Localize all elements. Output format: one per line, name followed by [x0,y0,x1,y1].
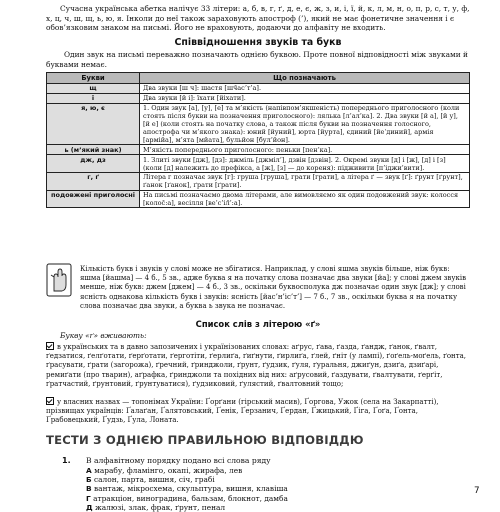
note-text: Кількість букв і звуків у слові може не збігатися. Наприклад, у слові яшма звуків більше, ніж букв: яшма [йашма] — 4 б., 5 зв., адже буква я на початку слова позначає два звуки [йа]; у слові джем звуків менше, ніж букв: джем [джем] — 4 б., 3 зв., оскільки буквосполука дж позначає один звук [дж]; у слові ясність однакова кількість букв і звуків: ясність [йас’н’іс’т’] — 7 б., 7 зв., оскільки буква я на початку слова позначає два звуки, а буква ь звука не позначає. [80,265,467,310]
list-item [46,342,470,389]
letters-table [46,72,470,208]
table-header-letters: Букви [47,73,140,84]
page-number: 7 [474,486,480,496]
table-row [47,103,470,145]
table-cell-desc: 1. Один звук [а], [у], [е] та м’якість (напівпом’якшеність) попереднього приголосного (коли стоять після букви на позначення приголосного): лялька [л’ал’ка]. 2. Два звуки [й а], [й у], [й е] (коли стоять на початку слова, а також після букви на позначення голосного, апострофа чи м’якого знака): юний [йуний], юрта [йурта], єдиний [йеˈдиний], армія [армійа], м’ята [мйата], бульйон [бул’йон]. [140,103,470,145]
answer-options [86,466,466,512]
option-text: марабу, фламінго, окапі, жирафа, лев [94,466,243,475]
option-text: салон, парта, вишня, січ, грабі [94,475,215,485]
section-title-letter-g: Список слів з літерою «ґ» [195,319,321,329]
question-text: В алфавітному порядку подано всі слова ряду [86,456,271,465]
table-cell-desc: 1. Злиті звуки [дж], [дз]: джміль [джмiл’], дзвін [дзвiн]. 2. Окремі звуки [д] і [ж], [д] і [з] (коли [д] належить до префікса, а [ж], [з] — до кореня): підживити [п’iджи’вити]. [140,155,470,173]
answer-option[interactable] [86,475,466,484]
option-text: жалюзі, злак, фрак, ґрунт, пенал [94,502,226,512]
table-cell-letter: подовжені приголосні [47,190,140,208]
option-letter: А [86,466,92,475]
table-cell-letter: г, ґ [47,172,140,190]
question-number: 1. [62,456,71,465]
table-cell-desc: М’якість попереднього приголосного: пеньки [пен’ка]. [140,145,470,155]
table-cell-desc: Літера г позначає звук [г]: груша [груша], грати [грати], а літера ґ — звук [ґ]: ґрунт [ґрунт], ґанок [ґанок], ґрати [ґрати]. [140,172,470,190]
table-cell-letter: я, ю, є [47,103,140,145]
answer-option[interactable] [86,503,466,512]
checkmark-icon [46,397,54,405]
section-paragraph: Один звук на письмі переважно позначають однією буквою. Проте повної відповідності між звуками й буквами немає. [46,50,468,69]
list-item-text: у власних назвах — топонімах України: Ґорґани (гірський масив), Ґоргова, Ужок (села на Закарпатті), прізвищах українців: Ґалаґан, Ґалятовський, Ґенік, Ґерзанич, Ґердан, Ґжицький, Ґіга, Ґоґа, Ґонта, Ґрабовецький, Ґудзь, Ґула, Лоната. [46,398,439,425]
table-cell-letter: щ [47,84,140,94]
table-row [47,145,470,155]
table-cell-desc: Два звуки [ш ч]: шастя [шч̄ас’т’а]. [140,84,470,94]
usage-lead: Букву «ґ» вживають: [60,331,147,340]
table-cell-desc: На письмі позначаємо двома літерами, але вимовляємо як один подовжений звук: колосся [колос̄:а], весілля [ве’с’іл̄’:а]. [140,190,470,208]
option-letter: Д [86,502,93,512]
list-item-text: в українських та в давно запозичених і українізованих словах: аґрус, ґава, ґазда, ґандж, ґанок, ґвалт, ґедзатися, ґелґотати, ґерґотати, ґерготіти, ґерлиґа, ґиґнути, ґирлиґа, ґлей, ґніт (у лампі), ґоґель-моґель, ґонта, ґрасувати, ґрати (загорожа), ґречний, ґринджоли, ґрунт, ґудзик, ґуля, ґуральня, джиґун, дзиґа, дзиґарі, ремиґати (про тварин), аґрафка, ґринджоли та похідних від них: аґрусовий, ґаздувати, ґвалтувати, ґерґіт, ґратчастий, ґрунтовий, ґрунтуватися), ґудзиковий, ґулястий, ґвалтовний тощо; [46,343,466,388]
answer-option[interactable] [86,484,466,493]
answer-option[interactable] [86,466,466,475]
table-row [47,155,470,173]
table-cell-letter: дж, дз [47,155,140,173]
table-cell-desc: Два звуки [й і]: їхати [йіхати]. [140,93,470,103]
note-hand-icon [46,263,72,297]
table-header-row [47,73,470,84]
section-title-sounds-letters: Співвідношення звуків та букв [174,37,342,48]
option-letter: В [86,484,92,494]
table-row [47,190,470,208]
table-row [47,84,470,94]
table-row [47,172,470,190]
option-text: атракціон, виноградина, бальзам, блокнот, дамба [93,493,288,503]
tests-heading: ТЕСТИ З ОДНІЄЮ ПРАВИЛЬНОЮ ВІДПОВІДДЮ [46,433,364,447]
list-item [46,397,470,426]
checkmark-icon [46,342,54,350]
answer-option[interactable] [86,494,466,503]
option-text: вантаж, мікросхема, скульптура, вишня, клавіша [94,484,288,494]
option-letter: Г [86,493,91,503]
option-letter: Б [86,475,92,485]
intro-paragraph: Сучасна українська абетка налічує 33 літери: а, б, в, г, ґ, д, е, є, ж, з, и, і, ї, й, к, л, м, н, о, п, р, с, т, у, ф, х, ц, ч, ш, щ, ь, ю, я. Інколи до неї також зараховують апостроф (’), який не має фонетичне значення і є обов’язковим знаком на письмі. Його не враховують, додаючи до алфавіту не входить. [46,4,470,33]
table-header-meaning: Що позначають [140,73,470,84]
table-row [47,93,470,103]
table-cell-letter: ь (м’який знак) [47,145,140,155]
table-cell-letter: ї [47,93,140,103]
